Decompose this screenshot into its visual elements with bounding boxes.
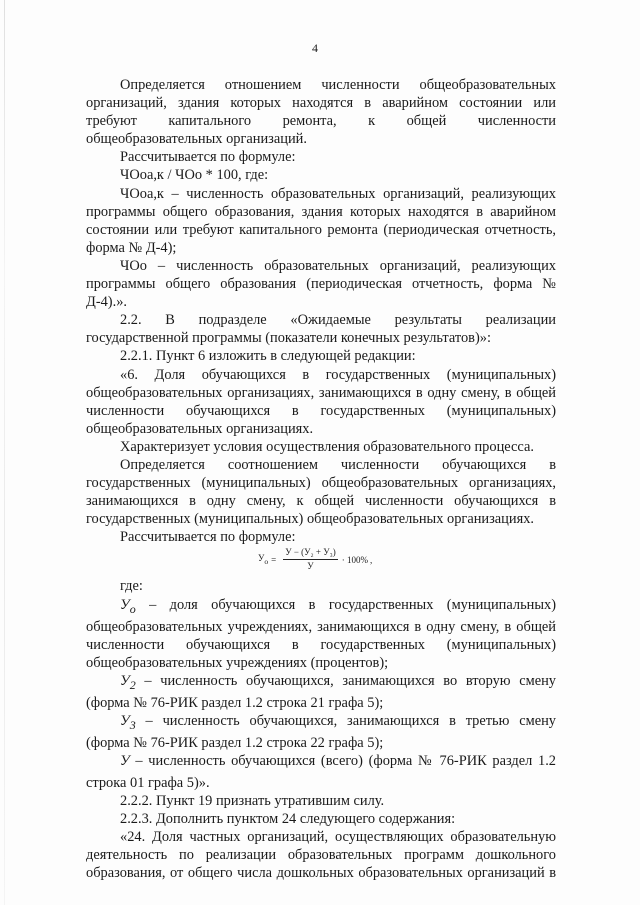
formula-block bbox=[86, 547, 556, 577]
where-label: где: bbox=[120, 578, 143, 595]
page-number: 4 bbox=[312, 41, 318, 55]
definition-symbol: $У_2$ bbox=[120, 672, 136, 692]
definition: $У_о$ – доля обучающихся в государственных (муниципальных) общеобразовательных учреждениях, занимающихся в одну смену, в общей численности обучающихся в государственных (муниципальных) общеобразовательных учреждениях (процентов); bbox=[86, 596, 556, 671]
formula-equals: = bbox=[271, 554, 277, 565]
definition-symbol: $У_3$ bbox=[120, 712, 136, 732]
paragraph: 2.2.3. Дополнить пунктом 24 следующего содержания: bbox=[120, 811, 456, 828]
definition: У – численность обучающихся (всего) (форма № 76-РИК раздел 1.2 строка 01 графа 5)». bbox=[86, 752, 556, 791]
formula-multiplier: · 100% bbox=[341, 554, 368, 565]
paragraph: ЧОоа,к / ЧОо * 100, где: bbox=[120, 167, 269, 184]
paragraph: 2.2.2. Пункт 19 признать утратившим силу. bbox=[120, 792, 385, 809]
formula-numerator: У − (У₂ + У₃) bbox=[283, 547, 338, 560]
formula bbox=[258, 547, 372, 572]
paragraph: ЧОоа,к – численность образовательных организаций, реализующих программы общего образования, здания которых находятся в аварийном состоянии или требуют капитального ремонта (периодическая отчетность, форма № Д-4); bbox=[86, 185, 556, 256]
paragraph: Характеризует условия осуществления образовательного процесса. bbox=[120, 438, 534, 455]
paragraph: Рассчитывается по формуле: bbox=[120, 149, 296, 166]
paragraph: Рассчитывается по формуле: bbox=[120, 529, 296, 546]
paragraph: 2.2. В подразделе «Ожидаемые результаты реализации государственной программы (показатели конечных результатов)»: bbox=[86, 312, 556, 347]
formula-lhs: $У_о$ bbox=[258, 552, 269, 566]
formula-fraction bbox=[283, 547, 338, 572]
document-body bbox=[86, 76, 556, 882]
paragraph: «24. Доля частных организаций, осуществляющих образовательную деятельность по реализации образовательных программ дошкольного образования, от общего числа дошкольных образовательных организаций в bbox=[86, 829, 556, 882]
definition: $У_3$ – численность обучающихся, занимающихся в третью смену (форма № 76-РИК раздел 1.2 строка 22 графа 5); bbox=[86, 712, 556, 751]
formula-denominator: У bbox=[307, 561, 314, 572]
definition-symbol: У bbox=[120, 752, 130, 769]
paragraph: Определяется отношением численности общеобразовательных организаций, здания которых находятся в аварийном состоянии или требуют капитального ремонта, к общей численности общеобразовательных организаций. bbox=[86, 77, 556, 148]
definition: $У_2$ – численность обучающихся, занимающихся во вторую смену (форма № 76-РИК раздел 1.2 строка 21 графа 5); bbox=[86, 672, 556, 711]
paragraph: Определяется соотношением численности обучающихся в государственных (муниципальных) общеобразовательных организациях, занимающихся в одну смену, к общей численности обучающихся в государственных (муниципальных) общеобразовательных организациях. bbox=[86, 456, 556, 528]
definition-symbol: $У_о$ bbox=[120, 596, 136, 616]
paragraph: ЧОо – численность образовательных организаций, реализующих программы общего образования (периодическая отчетность, форма № Д-4).». bbox=[86, 257, 556, 311]
formula-comma: , bbox=[370, 554, 373, 565]
paragraph: «6. Доля обучающихся в государственных (муниципальных) общеобразовательных организациях, занимающихся в одну смену, в общей численности обучающихся в государственных (муниципальных) общеобразовательных организациях. bbox=[86, 366, 556, 437]
paragraph: 2.2.1. Пункт 6 изложить в следующей редакции: bbox=[120, 348, 416, 365]
scan-edge bbox=[4, 0, 5, 905]
